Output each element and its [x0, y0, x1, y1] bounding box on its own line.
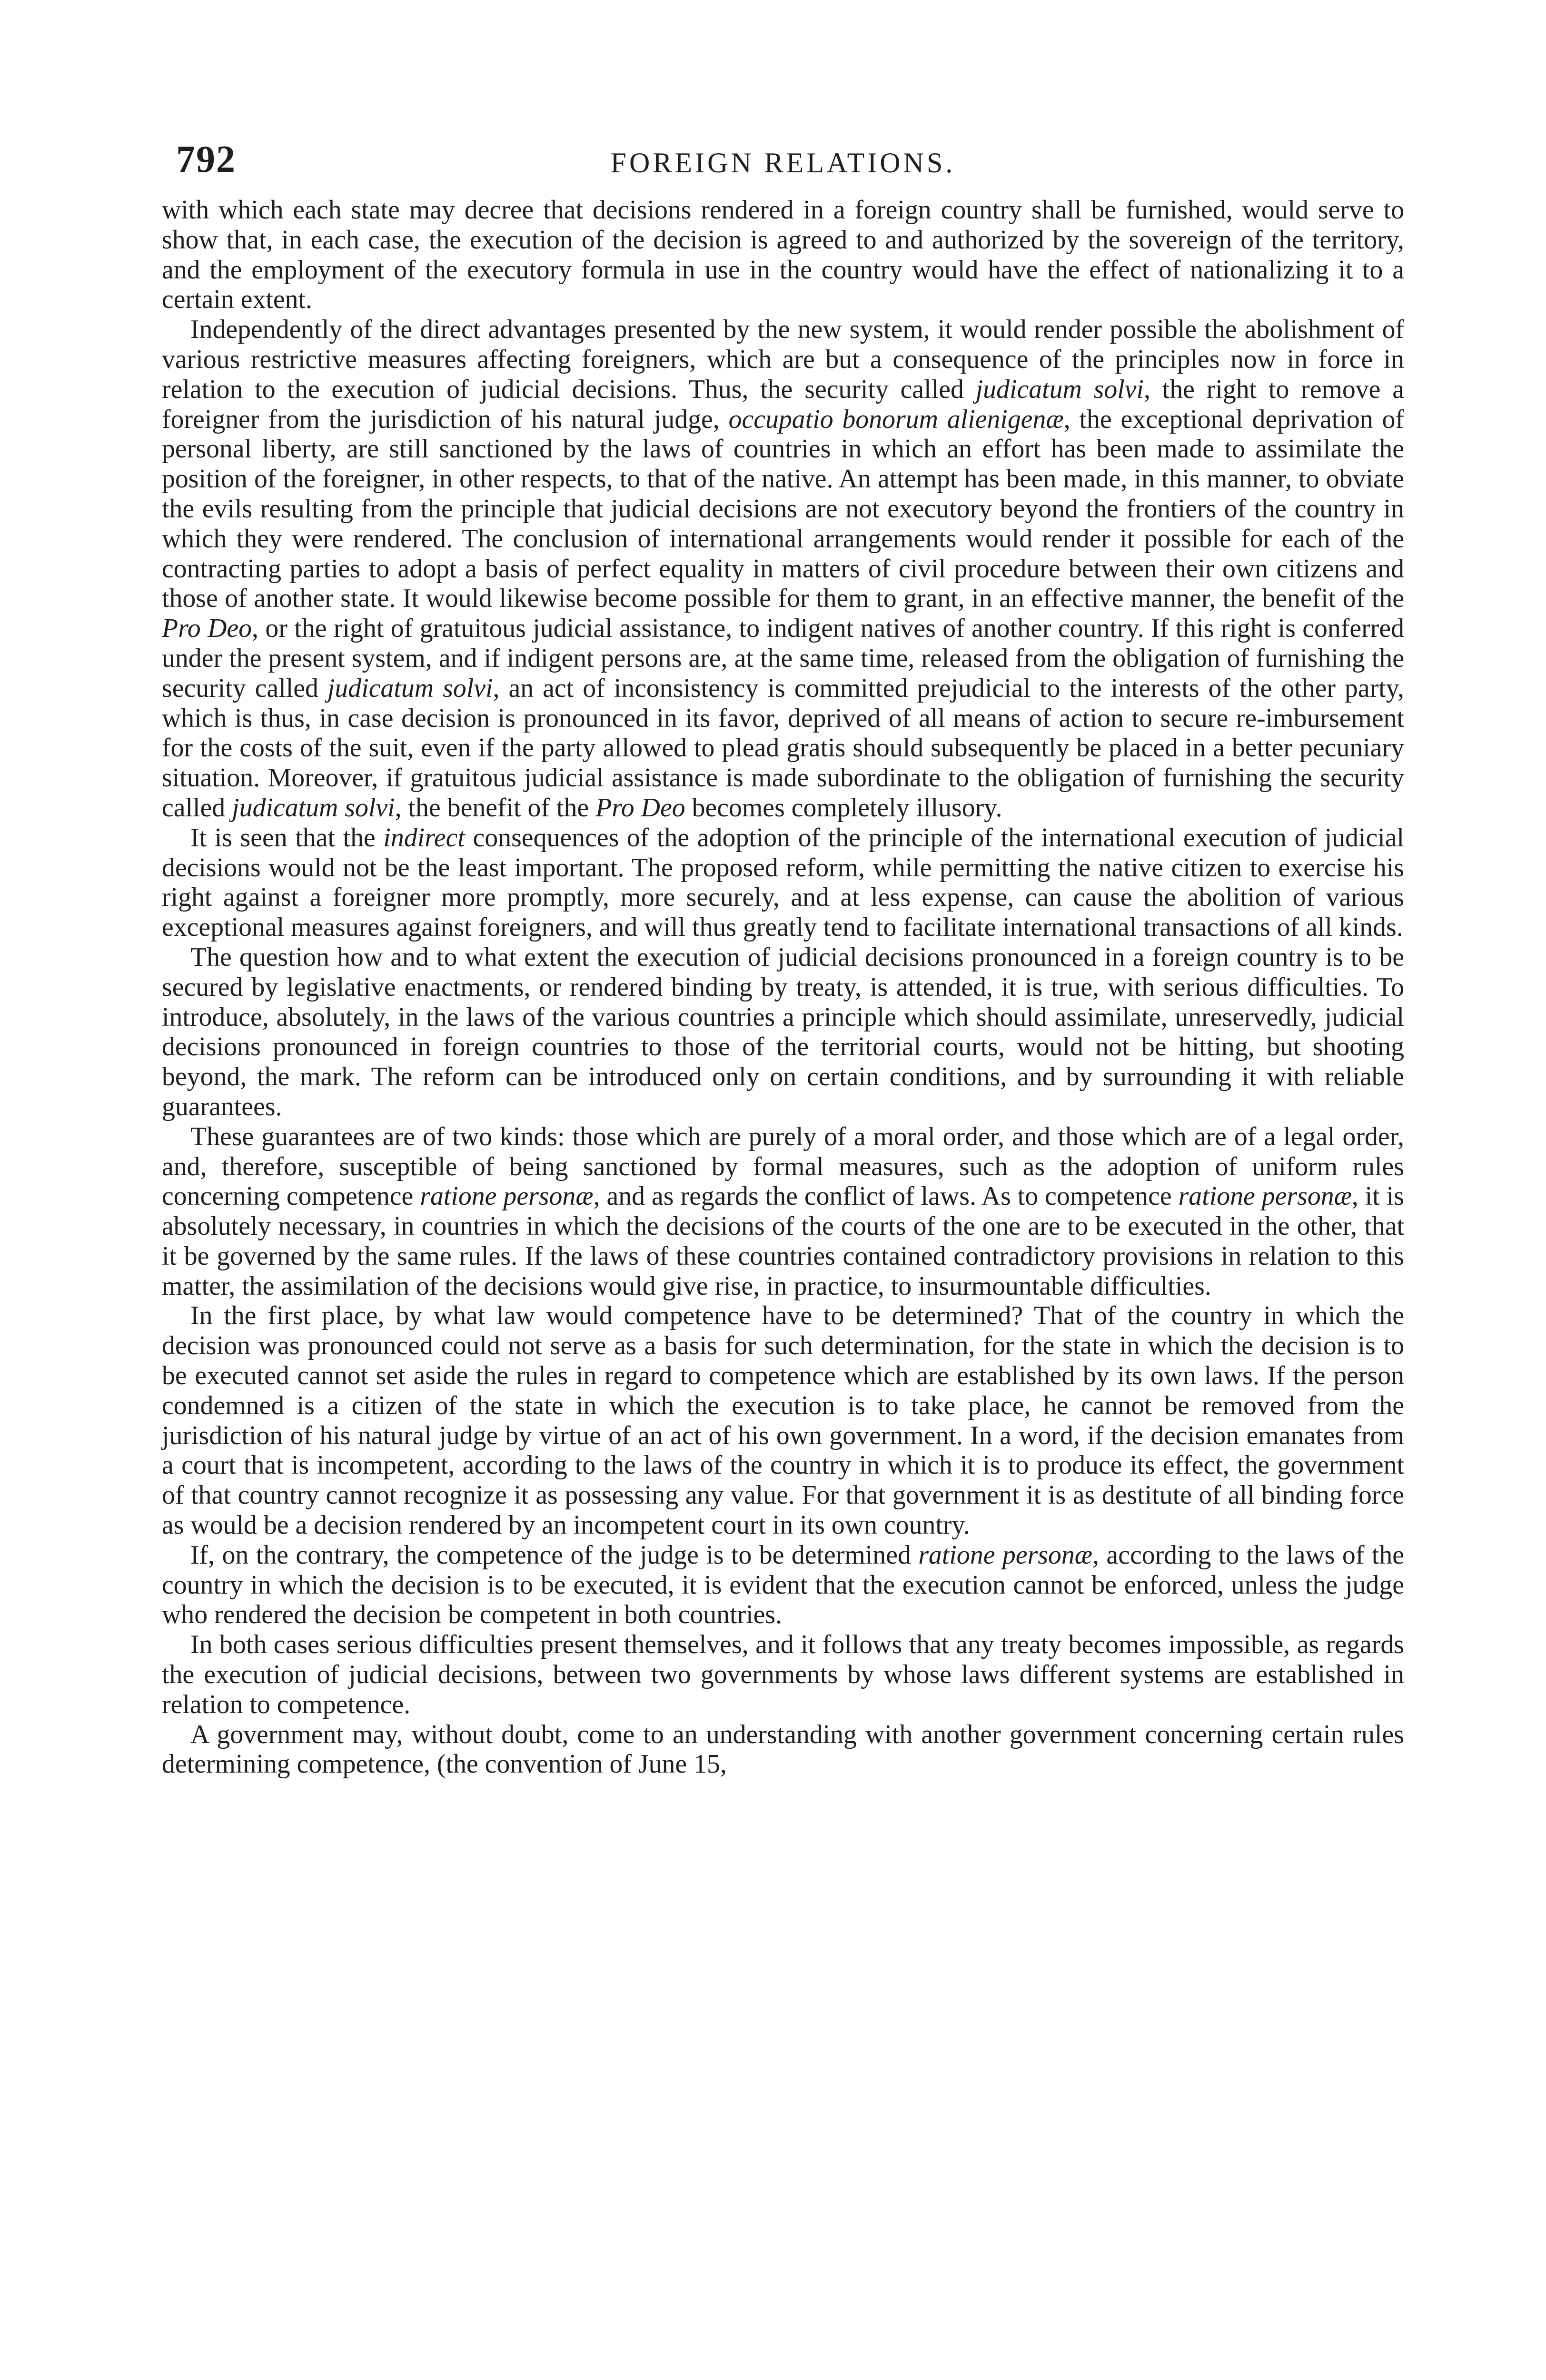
- italic-term: ratione personæ: [1178, 1181, 1352, 1211]
- text-run: In both cases serious difficulties present themselves, and it follows that any treaty becomes impossible, as regards the execution of judicial decisions, between two governments by whose laws different systems are established in relation to competence.: [162, 1630, 1404, 1719]
- text-run: , according to the laws of the country in which the decision is to be executed, it is evident that the execution cannot be enforced, unless the judge who rendered the decision be competent in both countries.: [162, 1540, 1405, 1630]
- text-run: , or the right of gratuitous judicial assistance, to indigent natives of another country. If this right is conferred under the present system, and if indigent persons are, at the same time, released from the obligation of furnishing the security called: [162, 614, 1404, 703]
- text-run: , the right to remove a foreigner from the jurisdiction of his natural judge,: [162, 374, 1405, 434]
- text-run: A government may, without doubt, come to an understanding with another government concerning certain rules determining competence, (the convention of June 15,: [162, 1719, 1404, 1779]
- page-header: [162, 119, 1404, 190]
- text-run: , the exceptional deprivation of personal liberty, are still sanctioned by the laws of countries in which an effort has been made to assimilate the position of the foreigner, in other respects, to that of the native. An attempt has been made, in this manner, to obviate the evils resulting from the principle that judicial decisions are not executory beyond the frontiers of the country in which they were rendered. The conclusion of international arrangements would render it possible for each of the contracting parties to adopt a basis of perfect equality in matters of civil procedure between their own citizens and those of another state. It would likewise become possible for them to grant, in an effective manner, the benefit of the: [162, 404, 1404, 614]
- paragraph: [162, 1720, 1404, 1780]
- text-run: with which each state may decree that decisions rendered in a foreign country shall be furnished, would serve to show that, in each case, the execution of the decision is agreed to and authorized by the sovereign of the territory, and the employment of the executory formula in use in the country would have the effect of nationalizing it to a certain extent.: [162, 195, 1404, 315]
- italic-term: judicatum solvi: [232, 793, 395, 823]
- paragraph: [162, 823, 1404, 942]
- text-run: , an act of inconsistency is committed prejudicial to the interests of the other party, which is thus, in case decision is pronounced in its favor, deprived of all means of action to secure re-imbursement for the costs of the suit, even if the party allowed to plead gratis should subsequently be placed in a better pecuniary situation. Moreover, if gratuitous judicial assistance is made subordinate to the obligation of furnishing the security called: [162, 673, 1404, 823]
- italic-term: indirect: [383, 823, 465, 853]
- paragraph: [162, 1630, 1404, 1719]
- italic-term: Pro Deo: [595, 793, 685, 823]
- text-run: If, on the contrary, the competence of the judge is to be determined: [190, 1540, 919, 1570]
- text-run: , the benefit of the: [395, 793, 596, 823]
- text-run: In the first place, by what law would competence have to be determined? That of the country in which the decision was pronounced could not serve as a basis for such determination, for the state in which the decision is to be executed cannot set aside the rules in regard to competence which are established by its own laws. If the person condemned is a citizen of the state in which the execution is to take place, he cannot be removed from the jurisdiction of his natural judge by virtue of an act of his own government. In a word, if the decision emanates from a court that is incompetent, according to the laws of the country in which it is to produce its effect, the government of that country cannot recognize it as possessing any value. For that government it is as destitute of all binding force as would be a decision rendered by an incompetent court in its own country.: [162, 1301, 1404, 1540]
- paragraph: [162, 942, 1404, 1122]
- italic-term: ratione personæ: [918, 1540, 1093, 1570]
- text-run: , and as regards the conflict of laws. As to competence: [593, 1181, 1179, 1211]
- paragraph: [162, 315, 1404, 823]
- document-page: [162, 119, 1404, 2380]
- italic-term: Pro Deo: [162, 614, 252, 644]
- paragraph: [162, 195, 1404, 315]
- page-number: 792: [176, 139, 236, 180]
- text-run: These guarantees are of two kinds: those which are purely of a moral order, and those which are of a legal order, and, therefore, susceptible of being sanctioned by formal measures, such as the adoption of uniform rules concerning competence: [162, 1121, 1404, 1211]
- text-run: consequences of the adoption of the principle of the international execution of judicial decisions would not be the least important. The proposed reform, while permitting the native citizen to exercise his right against a foreigner more promptly, more securely, and at less expense, can cause the abolition of various exceptional measures against foreigners, and will thus greatly tend to facilitate international transactions of all kinds.: [162, 823, 1404, 942]
- text-run: It is seen that the: [190, 823, 384, 853]
- text-run: becomes completely illusory.: [685, 793, 1002, 823]
- italic-term: occupatio bonorum alienigenæ: [728, 404, 1064, 434]
- running-head: FOREIGN RELATIONS.: [610, 147, 956, 178]
- italic-term: judicatum solvi: [327, 673, 493, 703]
- text-run: The question how and to what extent the execution of judicial decisions pronounced in a foreign country is to be secured by legislative enactments, or rendered binding by treaty, is attended, it is true, with serious difficulties. To introduce, absolutely, in the laws of the various countries a principle which should assimilate, unreservedly, judicial decisions pronounced in foreign countries to those of the territorial courts, would not be hitting, but shooting beyond, the mark. The reform can be introduced only on certain conditions, and by surrounding it with reliable guarantees.: [162, 942, 1404, 1121]
- body-text: [162, 195, 1404, 1779]
- paragraph: [162, 1540, 1404, 1630]
- text-run: , it is absolutely necessary, in countries in which the decisions of the courts of the one are to be executed in the other, that it be governed by the same rules. If the laws of these countries contained contradictory provisions in relation to this matter, the assimilation of the decisions would give rise, in practice, to insurmountable difficulties.: [162, 1181, 1405, 1301]
- text-run: Independently of the direct advantages presented by the new system, it would render possible the abolishment of various restrictive measures affecting foreigners, which are but a consequence of the principles now in force in relation to the execution of judicial decisions. Thus, the security called: [162, 315, 1404, 404]
- paragraph: [162, 1122, 1404, 1301]
- italic-term: judicatum solvi: [975, 374, 1144, 404]
- paragraph: [162, 1301, 1404, 1540]
- italic-term: ratione personæ: [420, 1181, 594, 1211]
